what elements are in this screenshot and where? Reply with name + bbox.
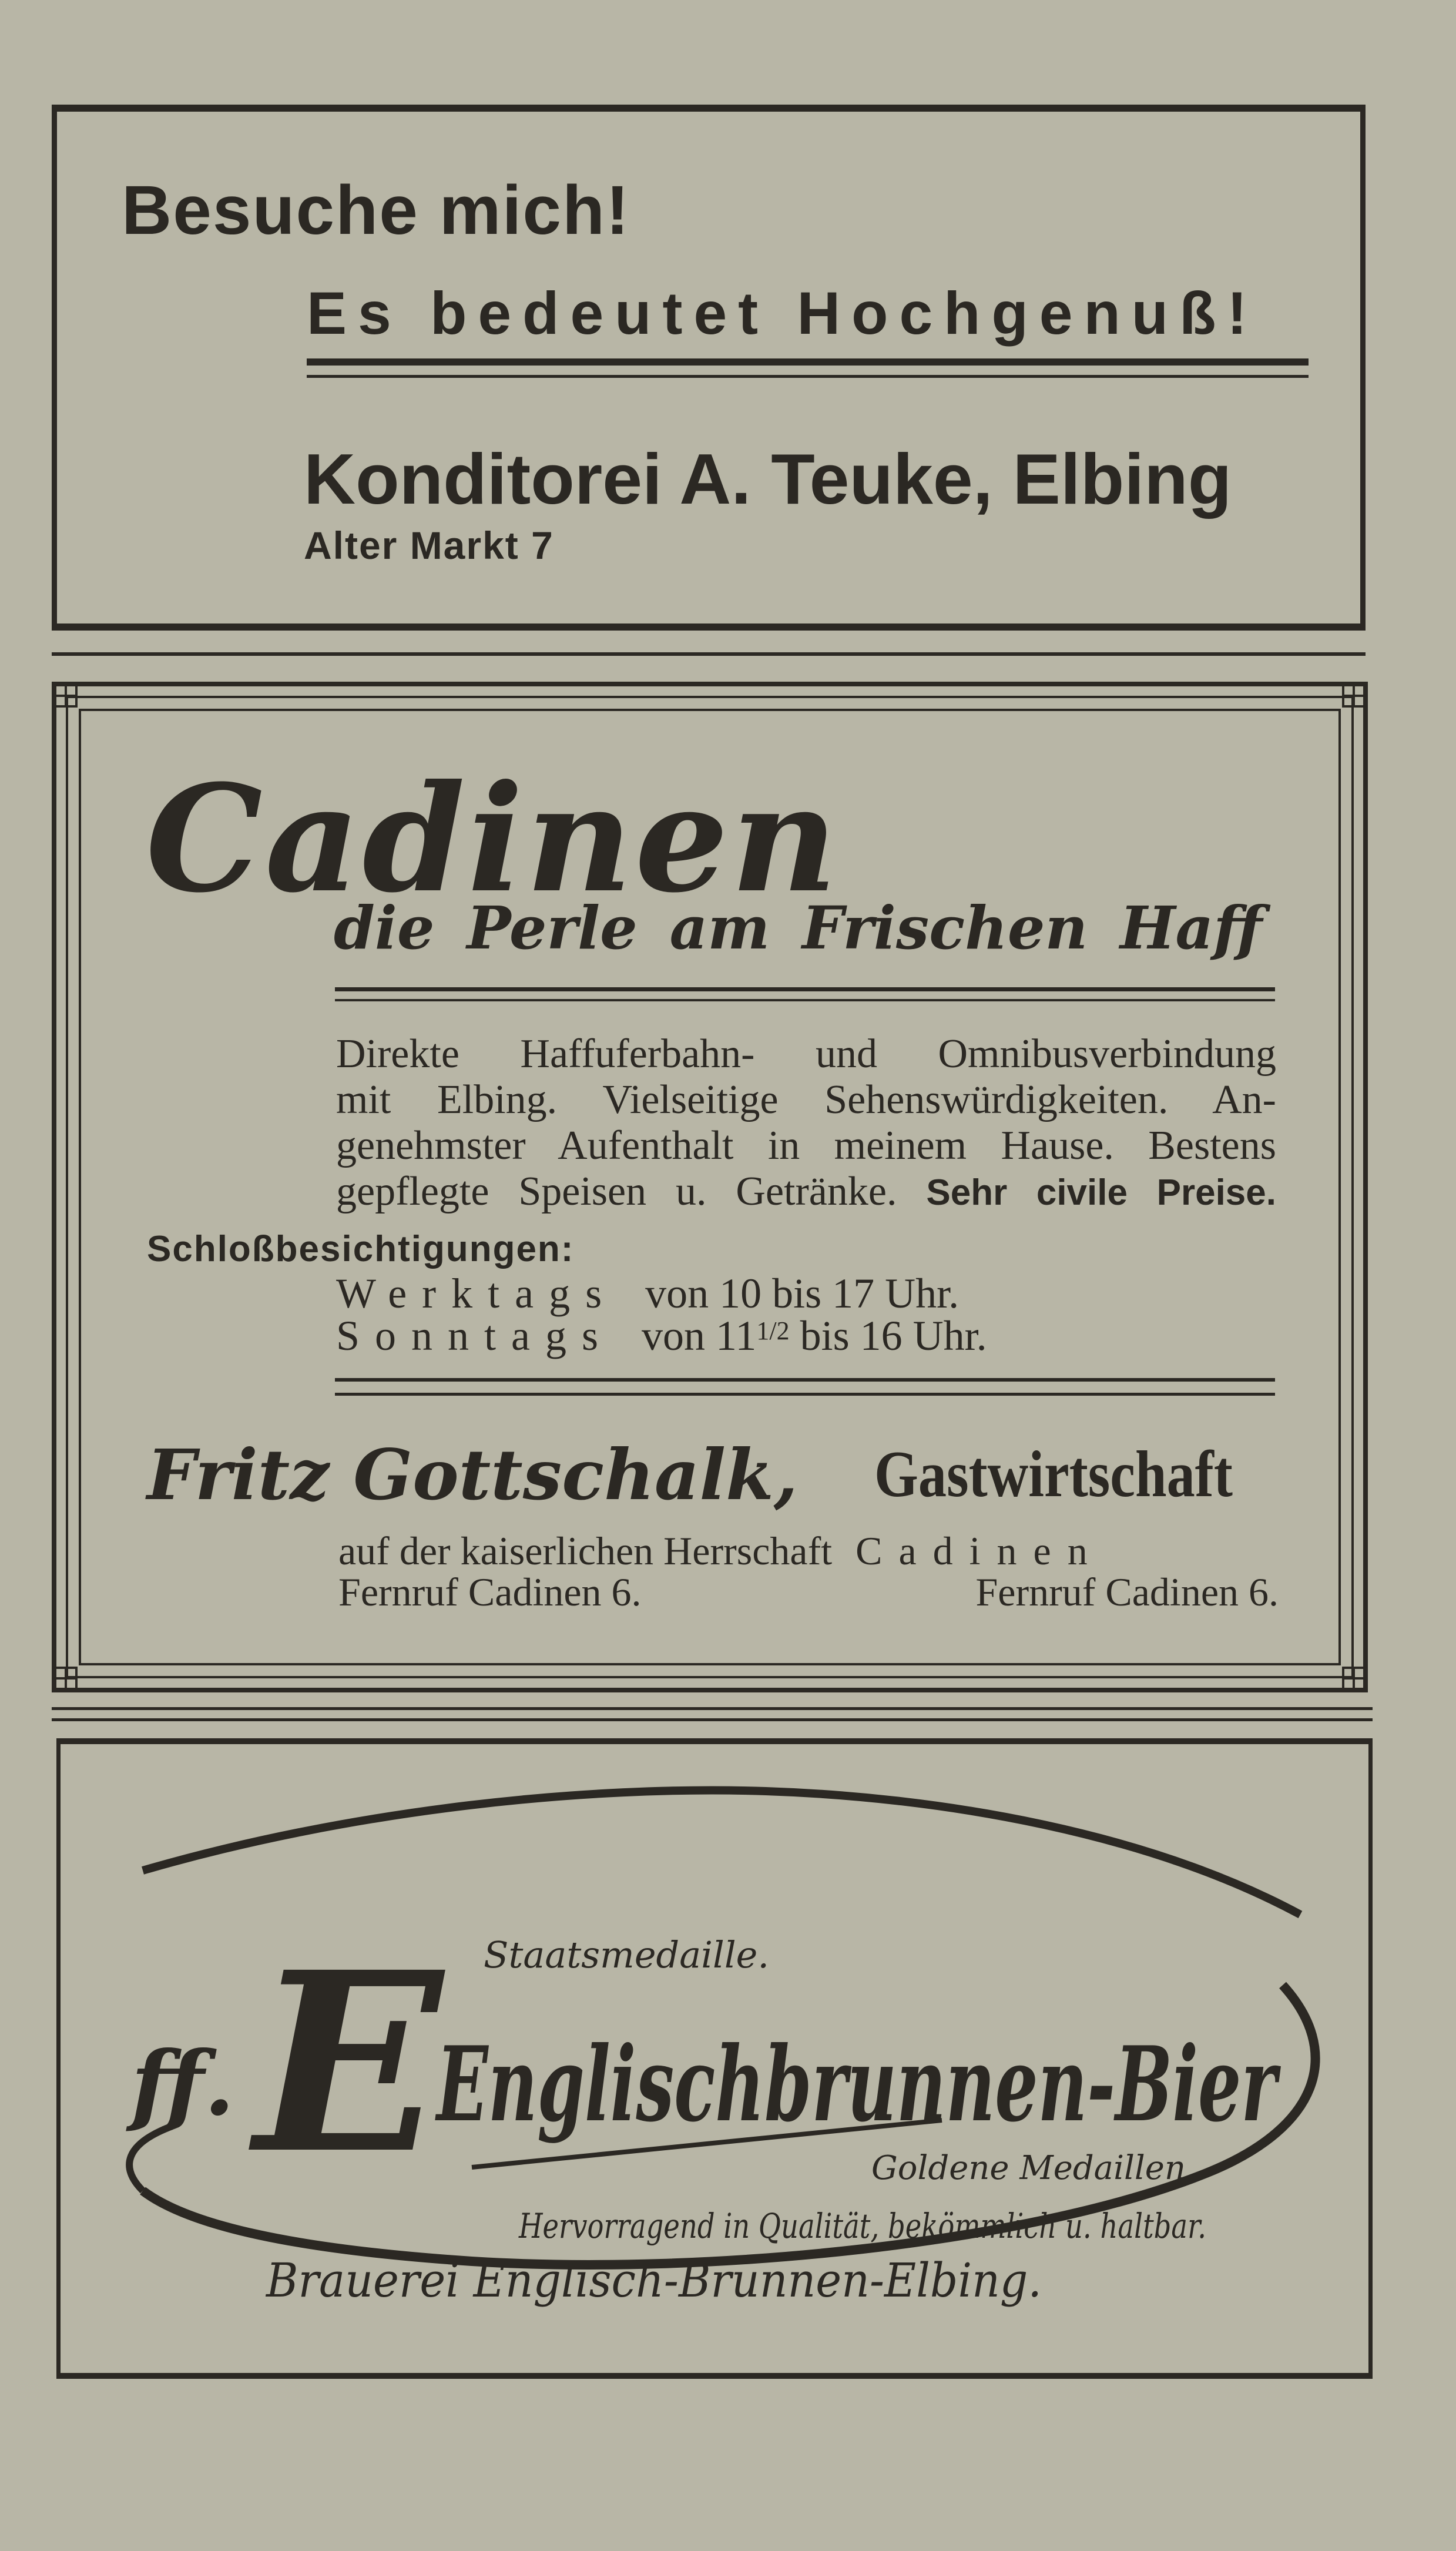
company-name: Konditorei A. Teuke, Elbing — [304, 439, 1232, 519]
headline: Besuche mich! — [122, 172, 630, 249]
sunday-times-fraction: 1/2 — [756, 1316, 790, 1345]
description-line: genehmster Aufenthalt in meinem Hause. Bestens — [336, 1123, 1276, 1168]
ad-cadinen — [52, 682, 1368, 1692]
title: Cadinen — [146, 752, 840, 925]
ad-konditorei-teuke — [52, 105, 1366, 631]
corner-ornament — [54, 1667, 78, 1690]
estate-text: auf der kaiserlichen Herrschaft — [338, 1528, 833, 1573]
weekday-label: Werktags — [336, 1270, 618, 1317]
description-last: gepflegte Speisen u. Getränke. — [336, 1169, 897, 1214]
weekday-hours — [336, 1269, 959, 1318]
sunday-times-end: bis 16 Uhr. — [800, 1312, 987, 1359]
description-line: Direkte Haffuferbahn- und Omnibusverbindung — [336, 1031, 1276, 1077]
tours-label: Schloßbesichtigungen: — [147, 1229, 575, 1269]
description-line — [336, 1169, 1276, 1216]
corner-ornament — [54, 684, 78, 708]
oval-top-arc — [143, 1791, 1300, 1915]
prices-note: Sehr civile Preise. — [926, 1172, 1276, 1213]
prefix-text: ff. — [131, 2032, 235, 2136]
corner-ornament — [1342, 684, 1366, 708]
sunday-times-start: von 11 — [642, 1312, 757, 1359]
description-line: mit Elbing. Vielseitige Sehenswürdigkeiten. An- — [336, 1077, 1276, 1122]
brewery-text: Brauerei Englisch-Brunnen-Elbing. — [265, 2253, 1042, 2308]
medal-text: Staatsmedaille. — [484, 1933, 770, 1976]
divider — [335, 1378, 1275, 1382]
brand-text: Englischbrunnen-Bier — [434, 2024, 1281, 2145]
separator — [52, 1707, 1373, 1710]
subtitle: die Perle am Frischen Haff — [334, 893, 1262, 963]
phone-right: Fernruf Cadinen 6. — [975, 1570, 1279, 1614]
divider — [307, 375, 1309, 378]
sunday-label: Sonntags — [336, 1312, 614, 1359]
tagline: Es bedeutet Hochgenuß! — [307, 280, 1259, 347]
separator — [52, 1718, 1373, 1721]
quality-text: Hervorragend in Qualität, bekömmlich u. haltbar. — [518, 2206, 1206, 2246]
divider — [307, 358, 1309, 366]
divider — [335, 999, 1275, 1001]
business-type: Gastwirtschaft — [874, 1438, 1233, 1511]
brand-initial: E — [254, 1919, 443, 2208]
sunday-hours — [336, 1312, 987, 1360]
separator — [52, 652, 1366, 656]
divider — [335, 987, 1275, 991]
beer-logo — [61, 1744, 1368, 2373]
owner-name: Fritz Gottschalk, — [147, 1434, 798, 1516]
address: Alter Markt 7 — [304, 524, 554, 567]
phone-left: Fernruf Cadinen 6. — [338, 1570, 642, 1614]
divider — [335, 1393, 1275, 1396]
estate-line — [338, 1528, 1104, 1574]
weekday-times: von 10 bis 17 Uhr. — [645, 1270, 960, 1317]
gold-medal-text: Goldene Medaillen. — [871, 2149, 1196, 2187]
estate-place: Cadinen — [856, 1528, 1104, 1573]
description — [336, 1031, 1276, 1216]
corner-ornament — [1342, 1667, 1366, 1690]
oval-left-arc — [129, 2126, 172, 2191]
ad-englischbrunnen — [56, 1738, 1373, 2379]
phone-line — [338, 1569, 1279, 1615]
